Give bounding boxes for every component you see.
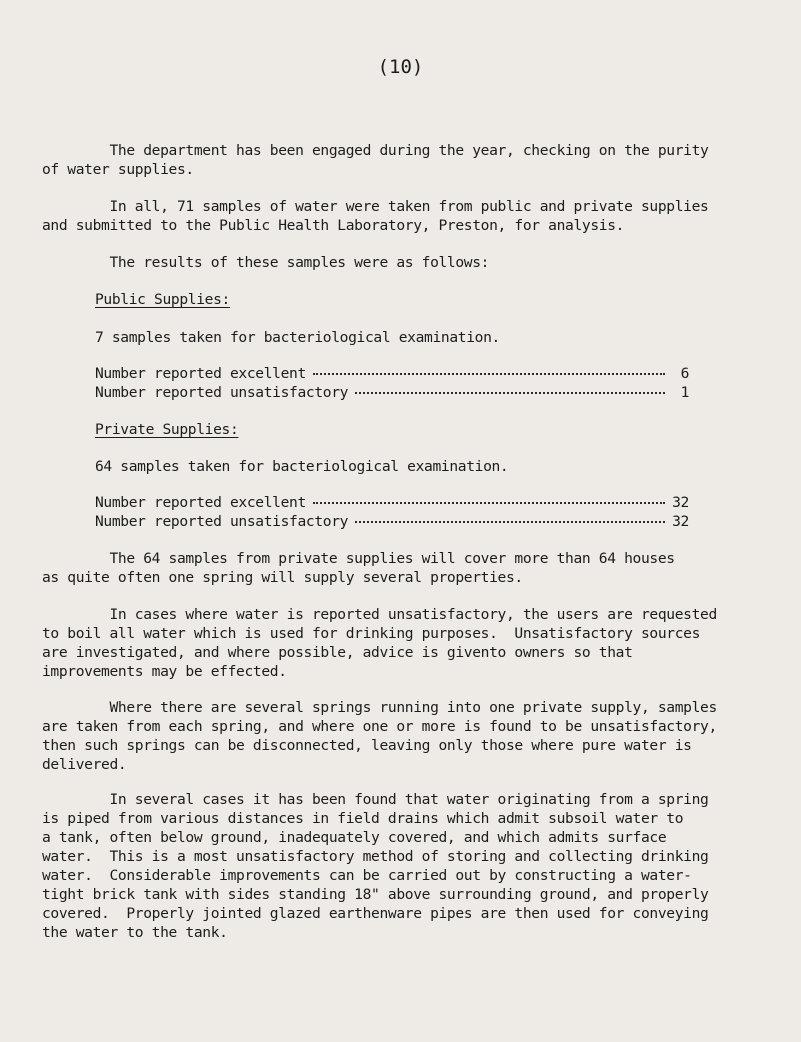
- paragraph-samples-total: In all, 71 samples of water were taken from public and private supplies and submitted to the Public Health Laboratory, Preston, for analysis.: [42, 198, 709, 234]
- public-unsatisfactory-value: 1: [680, 384, 689, 401]
- public-supplies-heading: Public Supplies:: [95, 291, 230, 308]
- paragraph-purity: The department has been engaged during the year, checking on the purity of water supplies.: [42, 142, 709, 178]
- leader-dots: [313, 373, 665, 375]
- public-unsatisfactory-row: [95, 383, 689, 402]
- public-supplies-summary: 7 samples taken for bacteriological examination.: [95, 329, 500, 346]
- private-excellent-row: [95, 493, 689, 512]
- paragraph-field-drains: In several cases it has been found that water originating from a spring is piped from various distances in field drains which admit subsoil water to a tank, often below ground, inadequately covered, and which admits surface water. This is a most unsatisfactory method of storing and collecting drinking water. Considerable improvements can be carried out by constructing a water- tight brick tank with sides standing 18" above surrounding ground, and properly covered. Properly jointed glazed earthenware pipes are then used for conveying the water to the tank.: [42, 791, 709, 941]
- leader-dots: [355, 392, 665, 394]
- private-excellent-label: Number reported excellent: [95, 494, 306, 511]
- page-number: (10): [377, 56, 424, 78]
- public-excellent-row: [95, 364, 689, 383]
- private-unsatisfactory-row: [95, 512, 689, 531]
- private-unsatisfactory-value: 32: [672, 513, 689, 530]
- paragraph-several-springs: Where there are several springs running into one private supply, samples are taken from each spring, and where one or more is found to be unsatisfactory, then such springs can be disconnected, leaving only those where pure water is delivered.: [42, 699, 717, 773]
- private-unsatisfactory-label: Number reported unsatisfactory: [95, 513, 349, 530]
- private-excellent-value: 32: [672, 494, 689, 511]
- private-supplies-heading: Private Supplies:: [95, 421, 239, 438]
- paragraph-private-houses: The 64 samples from private supplies will cover more than 64 houses as quite often one spring will supply several properties.: [42, 550, 675, 586]
- public-excellent-label: Number reported excellent: [95, 365, 306, 382]
- public-unsatisfactory-label: Number reported unsatisfactory: [95, 384, 349, 401]
- paragraph-unsatisfactory-cases: In cases where water is reported unsatisfactory, the users are requested to boil all water which is used for drinking purposes. Unsatisfactory sources are investigated, and where possible, advice is givento owners so that improvements may be effected.: [42, 606, 717, 680]
- public-excellent-value: 6: [680, 365, 689, 382]
- private-supplies-summary: 64 samples taken for bacteriological examination.: [95, 458, 509, 475]
- leader-dots: [313, 502, 665, 504]
- paragraph-results-intro: The results of these samples were as follows:: [42, 254, 490, 271]
- leader-dots: [355, 521, 665, 523]
